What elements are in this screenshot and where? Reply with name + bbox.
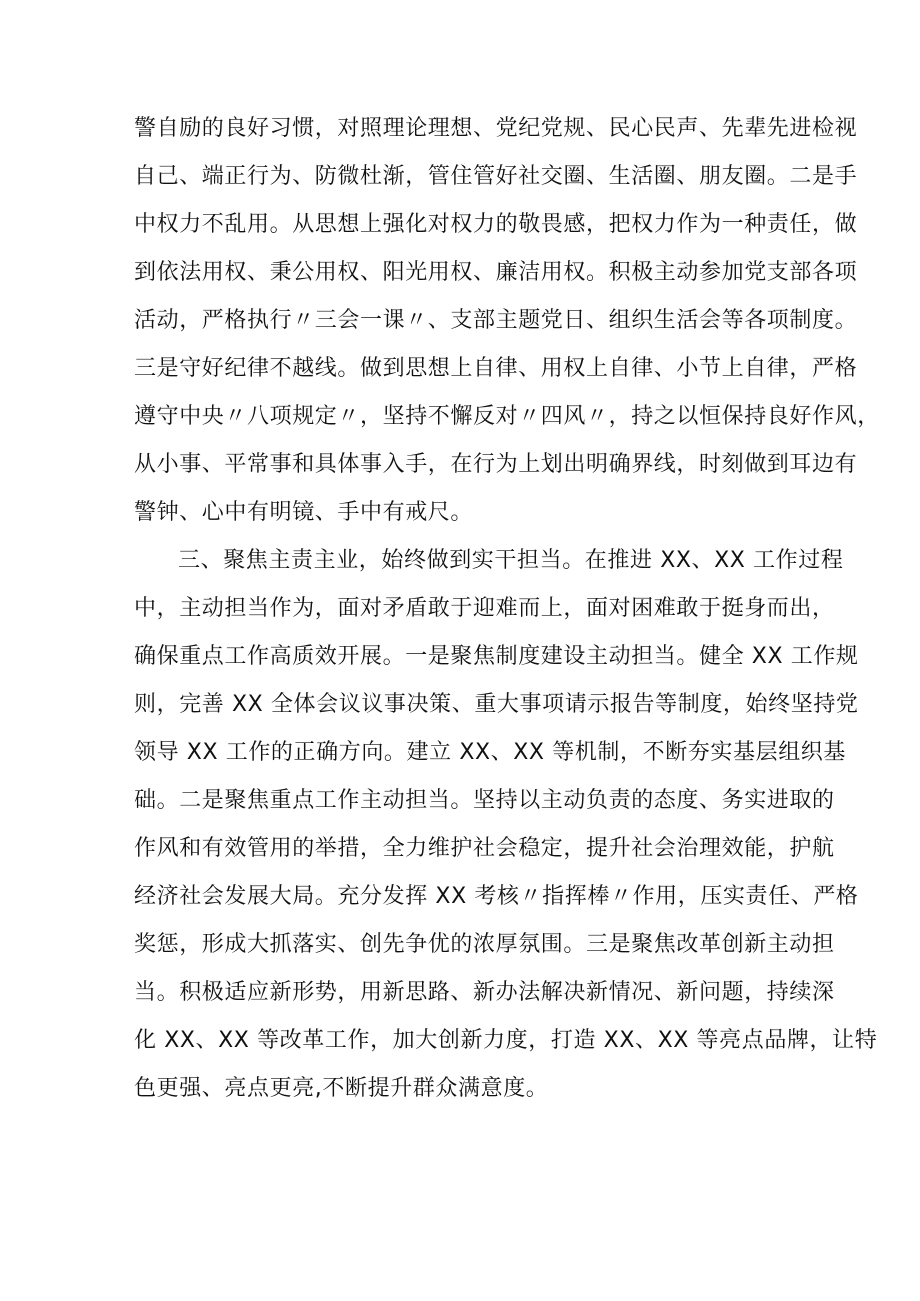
text-line-11: 中，主动担当作为，面对矛盾敢于迎难而上，面对困难敢于挺身而出， xyxy=(134,596,835,621)
text-line-8: 从小事、平常事和具体事入手，在行为上划出明确界线，时刻做到耳边有 xyxy=(134,452,858,477)
text-line-20: 化 XX、XX 等改革工作，加大创新力度，打造 XX、XX 等亮点品牌，让特 xyxy=(134,1028,878,1053)
text-line-14: 领导 XX 工作的正确方向。建立 XX、XX 等机制，不断夯实基层组织基 xyxy=(134,740,847,765)
section-heading-line: 三、聚焦主责主业，始终做到实干担当。在推进 XX、XX 工作过程 xyxy=(178,548,844,573)
text-line-19: 当。积极适应新形势，用新思路、新办法解决新情况、新问题，持续深 xyxy=(134,980,835,1005)
text-line-1: 警自励的良好习惯，对照理论理想、党纪党规、民心民声、先辈先进检视 xyxy=(134,116,858,141)
text-line-9: 警钟、心中有明镜、手中有戒尺。 xyxy=(134,500,474,525)
text-line-5: 活动，严格执行〃三会一课〃、支部主题党日、组织生活会等各项制度。 xyxy=(134,308,858,333)
text-line-2: 自己、端正行为、防微杜渐，管住管好社交圈、生活圈、朋友圈。二是手 xyxy=(134,164,858,189)
text-line-16: 作风和有效管用的举措，全力维护社会稳定，提升社会治理效能，护航 xyxy=(134,836,835,861)
text-line-7: 遵守中央〃八项规定〃，坚持不懈反对〃四风〃，持之以恒保持良好作风， xyxy=(134,404,880,429)
text-line-4: 到依法用权、秉公用权、阳光用权、廉洁用权。积极主动参加党支部各项 xyxy=(134,260,858,285)
text-line-18: 奖惩，形成大抓落实、创先争优的浓厚氛围。三是聚焦改革创新主动担 xyxy=(134,932,835,957)
text-line-3: 中权力不乱用。从思想上强化对权力的敬畏感，把权力作为一种责任，做 xyxy=(134,212,858,237)
text-line-12: 确保重点工作高质效开展。一是聚焦制度建设主动担当。健全 XX 工作规 xyxy=(134,644,859,669)
text-line-13: 则，完善 XX 全体会议议事决策、重大事项请示报告等制度，始终坚持党 xyxy=(134,692,859,717)
text-line-6: 三是守好纪律不越线。做到思想上自律、用权上自律、小节上自律，严格 xyxy=(134,356,858,381)
text-line-21: 色更强、亮点更亮,不断提升群众满意度。 xyxy=(134,1076,549,1101)
text-line-15: 础。二是聚焦重点工作主动担当。坚持以主动负责的态度、务实进取的 xyxy=(134,788,835,813)
text-line-17: 经济社会发展大局。充分发挥 XX 考核〃指挥棒〃作用，压实责任、严格 xyxy=(134,884,859,909)
